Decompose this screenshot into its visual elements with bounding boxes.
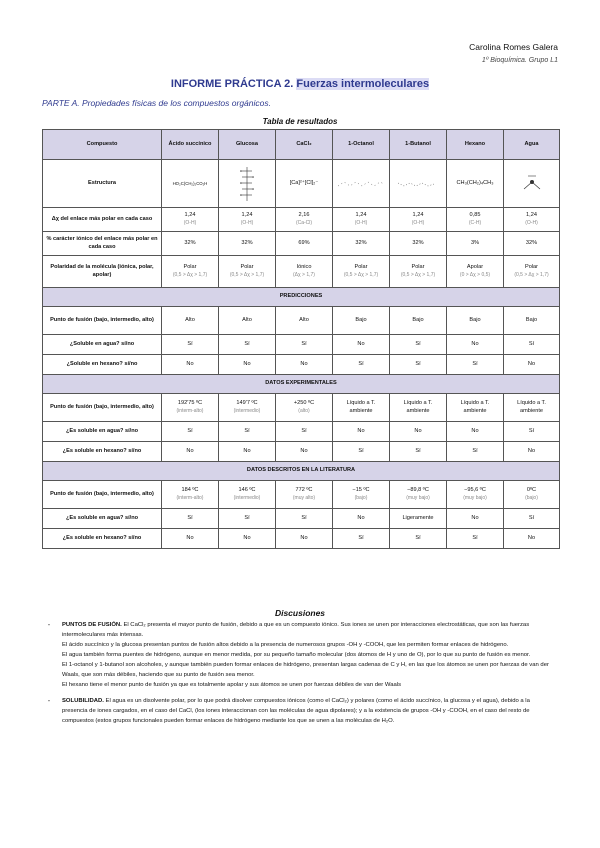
row-label-value: ¿Es soluble en agua? sí/no bbox=[65, 427, 139, 434]
table-cell bbox=[333, 208, 390, 232]
table-cell-value: Sí bbox=[472, 360, 478, 367]
row-label-value: ¿Es soluble en hexano? sí/no bbox=[62, 534, 142, 541]
table-cell-value: No bbox=[357, 514, 365, 521]
table-cell-value: No bbox=[186, 360, 194, 367]
row-label bbox=[43, 208, 162, 232]
table-cell bbox=[504, 335, 560, 355]
table-cell bbox=[447, 422, 504, 442]
table-cell-value: Sí bbox=[358, 447, 364, 454]
title-highlight: Fuerzas intermoleculares bbox=[296, 78, 430, 90]
table-cell-note: (0,5 > Δχ > 1,7) bbox=[229, 271, 265, 278]
hexane-formula: CH₃(CH₂)₄CH₃ bbox=[447, 160, 504, 208]
cacl2-formula: [Ca]²⁺[Cl]₂⁻ bbox=[276, 160, 333, 208]
table-cell bbox=[447, 232, 504, 256]
table-cell bbox=[504, 307, 560, 335]
row-label-value: Punto de fusión (bajo, intermedio, alto) bbox=[50, 316, 154, 323]
table-cell bbox=[333, 256, 390, 288]
melting-text-3: El agua también forma puentes de hidrógeno, aunque en menor medida, por su pequeño tamaño molecular (dos átomos de H y uno de O), por lo que su punto de fusión es menor. bbox=[62, 652, 531, 658]
row-label bbox=[43, 355, 162, 375]
header-cell: Glucosa bbox=[219, 130, 276, 160]
table-cell-value: 32% bbox=[412, 239, 424, 246]
table-cell bbox=[333, 422, 390, 442]
table-cell-value: No bbox=[414, 427, 422, 434]
table-cell-note: (0,5 > Δχ > 1,7) bbox=[172, 271, 208, 278]
table-cell bbox=[447, 355, 504, 375]
table-cell-value: Iónico bbox=[296, 264, 312, 270]
table-cell-value: 32% bbox=[525, 239, 538, 246]
section-row bbox=[43, 288, 560, 307]
table-cell bbox=[276, 355, 333, 375]
table-cell bbox=[447, 335, 504, 355]
table-cell bbox=[504, 509, 560, 529]
table-cell-value: 1,24 bbox=[526, 212, 537, 218]
table-cell bbox=[390, 232, 447, 256]
table-cell bbox=[504, 442, 560, 462]
table-cell bbox=[162, 208, 219, 232]
title-prefix: INFORME PRÁCTICA 2. bbox=[170, 78, 294, 90]
table-row bbox=[43, 256, 560, 288]
table-cell-value: Sí bbox=[472, 447, 478, 454]
table-cell-value: Bajo bbox=[355, 316, 367, 323]
row-label bbox=[43, 307, 162, 335]
discussion-body bbox=[62, 620, 552, 726]
table-cell-value: No bbox=[471, 340, 479, 347]
table-cell bbox=[447, 509, 504, 529]
table-cell-value: Polar bbox=[524, 264, 539, 270]
table-cell-note: (bajo) bbox=[354, 494, 368, 501]
header-cell: Hexano bbox=[447, 130, 504, 160]
row-label-value: Polaridad de la molécula (iónica, polar, apolar) bbox=[50, 264, 154, 278]
table-cell-value: Alto bbox=[185, 316, 195, 323]
table-cell-note: (0 > Δχ > 0,5) bbox=[459, 271, 491, 278]
table-row bbox=[43, 232, 560, 256]
row-label-value: Punto de fusión (bajo, intermedio, alto) bbox=[50, 490, 154, 497]
table-cell-value: 32% bbox=[241, 239, 253, 246]
solubility-heading: SOLUBILIDAD. bbox=[62, 698, 104, 704]
table-cell bbox=[504, 208, 560, 232]
octanol-zigzag-icon bbox=[336, 179, 386, 189]
table-cell-value: 1,24 bbox=[355, 212, 367, 218]
table-cell bbox=[162, 355, 219, 375]
table-cell-value: −95,6 ºC bbox=[464, 487, 486, 493]
melting-text-4: El 1-octanol y 1-butanol son alcoholes, y aunque también pueden formar enlaces de hidrógeno, presentan largas cadenas de C y H, en las que los átomos se unen por fuerzas de van der Waals, que son más débiles, haciendo que su punto de fusión sea menor. bbox=[62, 662, 549, 678]
table-cell-value: 772 ºC bbox=[295, 487, 313, 493]
row-label-value: % carácter iónico del enlace más polar en cada caso bbox=[46, 236, 158, 250]
table-row bbox=[43, 442, 560, 462]
table-cell-value: No bbox=[186, 447, 194, 454]
table-cell bbox=[333, 307, 390, 335]
results-table bbox=[42, 129, 560, 549]
author-block bbox=[469, 40, 558, 68]
section-row bbox=[43, 462, 560, 481]
table-cell-note: (C-H) bbox=[468, 219, 482, 226]
table-cell bbox=[276, 256, 333, 288]
table-cell bbox=[333, 481, 390, 509]
table-cell bbox=[390, 422, 447, 442]
table-cell bbox=[333, 355, 390, 375]
table-cell-value: Sí bbox=[415, 360, 421, 367]
table-cell bbox=[333, 232, 390, 256]
table-cell bbox=[333, 394, 390, 422]
table-cell bbox=[504, 481, 560, 509]
table-cell-value: No bbox=[243, 447, 251, 454]
table-cell bbox=[504, 422, 560, 442]
table-row bbox=[43, 509, 560, 529]
table-cell-value: Sí bbox=[358, 534, 364, 541]
discussion-title: Discusiones bbox=[274, 608, 326, 618]
table-cell bbox=[447, 307, 504, 335]
table-cell-value: Sí bbox=[244, 427, 250, 434]
table-cell bbox=[390, 307, 447, 335]
table-cell bbox=[219, 355, 276, 375]
table-cell-value: 32% bbox=[355, 239, 367, 246]
table-cell bbox=[162, 481, 219, 509]
table-row bbox=[43, 355, 560, 375]
table-cell-value: No bbox=[300, 447, 308, 454]
row-label bbox=[43, 442, 162, 462]
table-cell-value: 1,24 bbox=[241, 212, 253, 218]
report-title bbox=[0, 78, 600, 90]
table-cell-value: 146 ºC bbox=[238, 487, 256, 493]
table-cell-value: 0ºC bbox=[526, 487, 537, 493]
table-cell-value: Polar bbox=[354, 264, 368, 270]
table-cell-note: (intermedio) bbox=[233, 494, 261, 501]
section-row bbox=[43, 375, 560, 394]
table-cell-value: No bbox=[357, 427, 365, 434]
table-cell-value: Líquido a T. ambiente bbox=[403, 400, 433, 414]
glucose-structure-icon bbox=[234, 164, 260, 204]
table-cell bbox=[219, 442, 276, 462]
table-cell-value: +250 ºC bbox=[293, 400, 315, 406]
row-label bbox=[43, 256, 162, 288]
table-cell-value: Polar bbox=[240, 264, 254, 270]
table-cell-value: Sí bbox=[415, 534, 421, 541]
table-cell bbox=[390, 355, 447, 375]
part-heading: PARTE A. Propiedades físicas de los compuestos orgánicos. bbox=[42, 98, 271, 108]
table-cell-value: No bbox=[527, 360, 536, 367]
header-cell: Agua bbox=[504, 130, 560, 160]
table-cell bbox=[162, 422, 219, 442]
row-label bbox=[43, 232, 162, 256]
table-cell-value: Sí bbox=[301, 514, 307, 521]
table-cell-value: No bbox=[527, 447, 536, 454]
succinic-formula: HO₂C(CH₂)₂CO₂H bbox=[162, 160, 219, 208]
table-cell-value: −89,8 ºC bbox=[407, 487, 429, 493]
table-cell-value: No bbox=[186, 534, 194, 541]
table-cell bbox=[276, 232, 333, 256]
table-cell-value: No bbox=[300, 360, 308, 367]
header-row bbox=[43, 130, 560, 160]
header-cell: CaCl₂ bbox=[276, 130, 333, 160]
butanol-zigzag-icon bbox=[396, 179, 440, 189]
table-cell bbox=[390, 442, 447, 462]
table-cell-note: (0,5 > Δχ > 1,7) bbox=[400, 271, 436, 278]
table-cell-value: Sí bbox=[528, 514, 535, 521]
row-label bbox=[43, 335, 162, 355]
solubility-paragraph bbox=[62, 696, 552, 726]
table-cell-value: Sí bbox=[244, 340, 250, 347]
table-cell-value: No bbox=[471, 514, 479, 521]
table-cell bbox=[162, 335, 219, 355]
table-cell bbox=[162, 256, 219, 288]
table-cell bbox=[447, 529, 504, 549]
header-cell: Compuesto bbox=[43, 130, 162, 160]
table-cell bbox=[504, 529, 560, 549]
author-group: 1º Bioquímica. Grupo L1 bbox=[481, 57, 558, 64]
row-label bbox=[43, 422, 162, 442]
table-cell-value: Alto bbox=[242, 316, 252, 323]
table-cell-value: Sí bbox=[415, 447, 421, 454]
table-cell bbox=[276, 529, 333, 549]
table-cell-value: 3% bbox=[470, 239, 480, 246]
table-cell-value: No bbox=[527, 534, 536, 541]
table-cell bbox=[219, 422, 276, 442]
table-cell bbox=[447, 481, 504, 509]
table-cell bbox=[447, 208, 504, 232]
table-cell bbox=[276, 422, 333, 442]
table-cell bbox=[219, 394, 276, 422]
table-cell-note: (O-H) bbox=[240, 219, 254, 226]
table-row bbox=[43, 335, 560, 355]
table-cell bbox=[447, 394, 504, 422]
table-cell-value: Sí bbox=[187, 340, 193, 347]
table-cell-value: Polar bbox=[411, 264, 425, 270]
row-label bbox=[43, 529, 162, 549]
table-cell-value: Ligeramente bbox=[402, 514, 434, 521]
table-row bbox=[43, 394, 560, 422]
table-cell bbox=[219, 208, 276, 232]
table-cell-value: 69% bbox=[298, 239, 310, 246]
melting-text-5: El hexano tiene el menor punto de fusión ya que es totalmente apolar y sus átomos se unen por fuerzas débiles de van der Waals bbox=[62, 682, 402, 688]
row-label-value: ¿Es soluble en hexano? sí/no bbox=[62, 447, 142, 454]
row-label-value: Punto de fusión (bajo, intermedio, alto) bbox=[50, 403, 154, 410]
table-cell-value: 1,24 bbox=[184, 212, 196, 218]
table-cell-value: No bbox=[471, 427, 479, 434]
table-cell bbox=[390, 481, 447, 509]
table-cell-note: (0,5 > Δχ > 1,7) bbox=[514, 271, 549, 278]
row-label-value: ¿Soluble en hexano? sí/no bbox=[66, 360, 138, 367]
water-structure bbox=[504, 160, 560, 208]
section-title: DATOS EXPERIMENTALES bbox=[43, 375, 560, 394]
table-cell bbox=[162, 307, 219, 335]
table-cell-value: Polar bbox=[183, 264, 197, 270]
table-cell bbox=[219, 529, 276, 549]
table-cell-value: 192'75 ºC bbox=[177, 400, 203, 406]
row-label: Estructura bbox=[43, 160, 162, 208]
table-cell bbox=[504, 394, 560, 422]
table-cell-note: (alto) bbox=[298, 407, 310, 414]
table-cell-note: (O-H) bbox=[525, 219, 538, 226]
table-row bbox=[43, 422, 560, 442]
table-cell bbox=[276, 307, 333, 335]
melting-text-1: El CaCl₂ presenta el mayor punto de fusión, debido a que es un compuesto iónico. Sus iones se unen por interacciones electrostáticas, que son las fuerzas intermoleculares más intensas. bbox=[62, 622, 530, 638]
table-cell bbox=[504, 355, 560, 375]
row-label bbox=[43, 509, 162, 529]
table-cell-value: Líquido a T. ambiente bbox=[517, 400, 546, 414]
table-cell-value: No bbox=[357, 340, 365, 347]
table-cell bbox=[276, 442, 333, 462]
table-cell-note: (O-H) bbox=[354, 219, 368, 226]
table-cell bbox=[162, 232, 219, 256]
table-cell bbox=[219, 256, 276, 288]
table-cell-value: 32% bbox=[184, 239, 196, 246]
header-cell: 1-Octanol bbox=[333, 130, 390, 160]
table-cell bbox=[219, 481, 276, 509]
table-cell bbox=[162, 529, 219, 549]
row-label-value: ¿Soluble en agua? sí/no bbox=[69, 340, 135, 347]
table-cell-value: 149'7 ºC bbox=[236, 400, 258, 406]
table-cell bbox=[390, 335, 447, 355]
table-row bbox=[43, 481, 560, 509]
row-label bbox=[43, 481, 162, 509]
table-cell-note: (interm-alto) bbox=[176, 494, 204, 501]
table-cell-value: Bajo bbox=[525, 316, 538, 323]
table-cell bbox=[390, 208, 447, 232]
water-molecule-icon bbox=[517, 174, 547, 194]
table-cell-value: Sí bbox=[187, 427, 193, 434]
table-cell-note: (Δχ > 1,7) bbox=[293, 271, 315, 278]
structure-row bbox=[43, 160, 560, 208]
table-cell-note: (interm-alto) bbox=[176, 407, 204, 414]
table-cell-value: No bbox=[243, 360, 251, 367]
table-cell-note: (muy bajo) bbox=[406, 494, 430, 501]
table-cell-value: Alto bbox=[299, 316, 309, 323]
table-cell bbox=[390, 256, 447, 288]
table-cell bbox=[162, 394, 219, 422]
table-cell bbox=[447, 442, 504, 462]
row-label-value: Δχ del enlace más polar en cada caso bbox=[51, 215, 153, 222]
table-cell-value: Sí bbox=[187, 514, 193, 521]
table-cell bbox=[219, 509, 276, 529]
table-cell bbox=[162, 442, 219, 462]
table-cell-value: Sí bbox=[415, 340, 421, 347]
table-cell bbox=[276, 208, 333, 232]
table-cell bbox=[219, 335, 276, 355]
table-cell-value: Sí bbox=[358, 360, 364, 367]
section-title: DATOS DESCRITOS EN LA LITERATURA bbox=[43, 462, 560, 481]
table-cell-value: No bbox=[243, 534, 251, 541]
table-cell-value: Sí bbox=[528, 340, 535, 347]
row-label bbox=[43, 394, 162, 422]
table-cell bbox=[333, 442, 390, 462]
solubility-text-1: El agua es un disolvente polar, por lo que podrá disolver compuestos iónicos (como el CaCl₂) y polares (como el ácido succínico, la glucosa y el agua), debido a la presencia de iones cargados, en el caso del CaCl, (los iones interaccionan con las moléculas de agua dipolares); y a la existencia de grupos -OH y -COOH, en el caso del resto de compuestos (estos grupos funcionales pueden formar enlaces de hidrógeno mediante los que se unen a las moléculas de H₂O. bbox=[62, 698, 530, 724]
table-cell-value: 1,24 bbox=[412, 212, 424, 218]
table-cell bbox=[333, 335, 390, 355]
table-cell-note: (Ca-Cl) bbox=[295, 219, 313, 226]
table-cell-value: Sí bbox=[301, 340, 307, 347]
table-cell-value: Apolar bbox=[466, 264, 484, 270]
author-name: Carolina Romes Galera bbox=[469, 42, 558, 52]
table-cell-value: No bbox=[300, 534, 308, 541]
melting-heading: PUNTOS DE FUSIÓN. bbox=[62, 622, 122, 628]
table-cell bbox=[276, 394, 333, 422]
glucose-structure bbox=[219, 160, 276, 208]
table-cell-note: (muy bajo) bbox=[463, 494, 487, 501]
melting-text-2: El ácido succínico y la glucosa presentan puntos de fusión altos debido a la presencia de numerosos grupos -OH y -COOH, que les permiten formar enlaces de hidrógeno. bbox=[62, 642, 509, 648]
table-cell bbox=[504, 232, 560, 256]
table-cell bbox=[333, 529, 390, 549]
table-cell bbox=[162, 509, 219, 529]
table-cell bbox=[333, 509, 390, 529]
table-cell-note: (O-H) bbox=[183, 219, 197, 226]
table-cell-value: Sí bbox=[301, 427, 307, 434]
table-row bbox=[43, 208, 560, 232]
octanol-structure bbox=[333, 160, 390, 208]
table-cell bbox=[276, 509, 333, 529]
table-cell-value: Líquido a T. ambiente bbox=[346, 400, 376, 414]
table-cell-note: (0,5 > Δχ > 1,7) bbox=[343, 271, 379, 278]
section-title: PREDICCIONES bbox=[43, 288, 560, 307]
table-cell bbox=[390, 509, 447, 529]
table-cell-value: 0,85 bbox=[469, 212, 481, 218]
table-cell-value: Bajo bbox=[412, 316, 424, 323]
table-cell-value: 2,16 bbox=[298, 212, 310, 218]
header-cell: 1-Butanol bbox=[390, 130, 447, 160]
table-cell bbox=[390, 394, 447, 422]
table-row bbox=[43, 307, 560, 335]
header-cell: Ácido succínico bbox=[162, 130, 219, 160]
table-cell bbox=[276, 481, 333, 509]
table-cell bbox=[276, 335, 333, 355]
table-cell-value: Sí bbox=[244, 514, 250, 521]
table-cell-note: (muy alto) bbox=[292, 494, 316, 501]
row-label-value: ¿Es soluble en agua? sí/no bbox=[65, 514, 139, 521]
table-cell bbox=[219, 307, 276, 335]
table-cell bbox=[219, 232, 276, 256]
table-cell bbox=[504, 256, 560, 288]
table-caption: Tabla de resultados bbox=[262, 117, 338, 126]
table-cell bbox=[447, 256, 504, 288]
table-cell-note: (intermedio) bbox=[233, 407, 261, 414]
table-cell bbox=[390, 529, 447, 549]
table-cell-note: (bajo) bbox=[525, 494, 538, 501]
butanol-structure bbox=[390, 160, 447, 208]
table-cell-note: (O-H) bbox=[411, 219, 425, 226]
table-cell-value: Sí bbox=[472, 534, 478, 541]
table-cell-value: Líquido a T. ambiente bbox=[460, 400, 490, 414]
table-cell-value: Sí bbox=[528, 427, 535, 434]
table-cell-value: Bajo bbox=[469, 316, 481, 323]
table-cell-value: −15 ºC bbox=[352, 487, 370, 493]
table-cell-value: 184 ºC bbox=[181, 487, 199, 493]
melting-paragraph bbox=[62, 620, 552, 640]
table-row bbox=[43, 529, 560, 549]
